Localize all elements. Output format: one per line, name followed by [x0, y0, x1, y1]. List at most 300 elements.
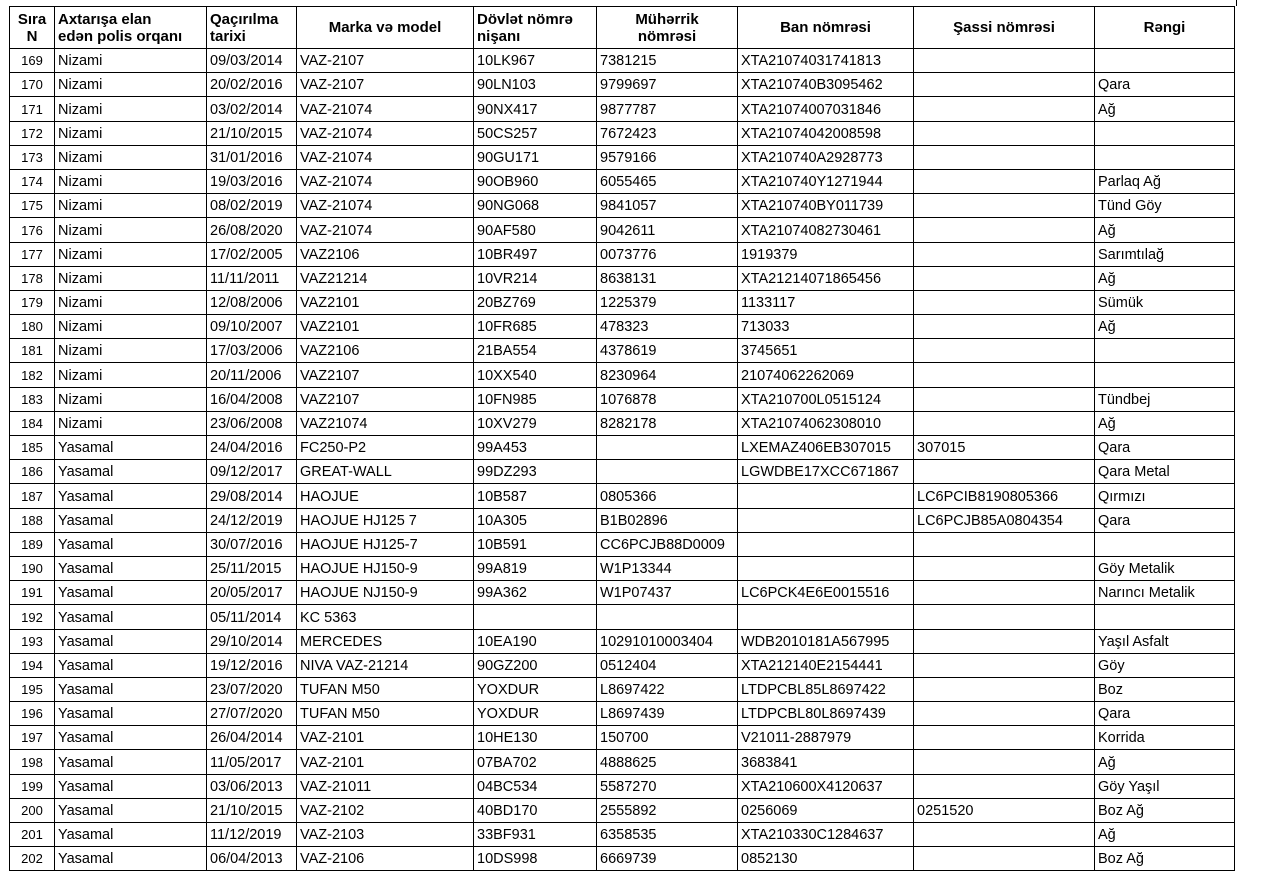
cell-color: Boz Ağ — [1095, 798, 1235, 822]
cell-chassis — [914, 387, 1095, 411]
cell-model: NIVA VAZ-21214 — [297, 653, 474, 677]
col-header-line: Qaçırılma — [210, 10, 279, 28]
cell-num: 187 — [10, 484, 55, 508]
cell-plate: 07BA702 — [474, 750, 597, 774]
cell-org: Yasamal — [55, 677, 207, 701]
cell-plate: 10DS998 — [474, 847, 597, 871]
cell-engine: 9799697 — [597, 73, 738, 97]
cell-engine: 1225379 — [597, 290, 738, 314]
cell-date: 26/04/2014 — [207, 726, 297, 750]
cell-body: XTA212140E2154441 — [738, 653, 914, 677]
table-row — [10, 218, 1235, 242]
cell-num: 174 — [10, 169, 55, 193]
cell-org: Yasamal — [55, 581, 207, 605]
table-row — [10, 97, 1235, 121]
table-row — [10, 436, 1235, 460]
cell-engine: 5587270 — [597, 774, 738, 798]
cell-num: 170 — [10, 73, 55, 97]
cell-model: VAZ-2102 — [297, 798, 474, 822]
cell-plate: 10VR214 — [474, 266, 597, 290]
cell-color: Sarımtılağ — [1095, 242, 1235, 266]
cell-chassis: 0251520 — [914, 798, 1095, 822]
cell-org: Yasamal — [55, 702, 207, 726]
cell-model: VAZ2107 — [297, 363, 474, 387]
cell-plate: 90NG068 — [474, 194, 597, 218]
cell-chassis — [914, 581, 1095, 605]
cell-engine — [597, 436, 738, 460]
cell-plate: YOXDUR — [474, 677, 597, 701]
cell-model: VAZ2107 — [297, 387, 474, 411]
cell-model: VAZ-2103 — [297, 823, 474, 847]
table-row — [10, 411, 1235, 435]
cell-color: Göy — [1095, 653, 1235, 677]
col-header-line: edən polis orqanı — [58, 27, 183, 45]
cell-chassis: 307015 — [914, 436, 1095, 460]
cell-num: 180 — [10, 315, 55, 339]
cell-org: Nizami — [55, 387, 207, 411]
header-row — [10, 7, 1235, 49]
cell-num: 201 — [10, 823, 55, 847]
cell-plate: 99DZ293 — [474, 460, 597, 484]
cell-body: XTA210740B3095462 — [738, 73, 914, 97]
cell-color: Ağ — [1095, 97, 1235, 121]
cell-model: FC250-P2 — [297, 436, 474, 460]
cell-engine: 9579166 — [597, 145, 738, 169]
table-row — [10, 363, 1235, 387]
col-header-line: nömrəsi — [637, 27, 697, 45]
cell-date: 03/06/2013 — [207, 774, 297, 798]
cell-chassis — [914, 218, 1095, 242]
cell-org: Yasamal — [55, 653, 207, 677]
cell-org: Nizami — [55, 73, 207, 97]
cell-body: LTDPCBL85L8697422 — [738, 677, 914, 701]
cell-body: 0256069 — [738, 798, 914, 822]
cell-num: 175 — [10, 194, 55, 218]
cell-org: Yasamal — [55, 798, 207, 822]
cell-plate: 90LN103 — [474, 73, 597, 97]
cell-org: Nizami — [55, 290, 207, 314]
cell-org: Yasamal — [55, 508, 207, 532]
cell-plate: 90GZ200 — [474, 653, 597, 677]
cell-chassis — [914, 532, 1095, 556]
cell-date: 19/03/2016 — [207, 169, 297, 193]
cell-org: Nizami — [55, 339, 207, 363]
col-header-engine — [597, 7, 738, 49]
cell-color: Yaşıl Asfalt — [1095, 629, 1235, 653]
cell-org: Nizami — [55, 194, 207, 218]
cell-color — [1095, 121, 1235, 145]
cell-engine: 9841057 — [597, 194, 738, 218]
cell-model: VAZ2101 — [297, 290, 474, 314]
cell-color: Qara — [1095, 73, 1235, 97]
cell-plate: 10A305 — [474, 508, 597, 532]
cell-color — [1095, 532, 1235, 556]
cell-engine: 0805366 — [597, 484, 738, 508]
cell-engine: 1076878 — [597, 387, 738, 411]
cell-color: Parlaq Ağ — [1095, 169, 1235, 193]
cell-date: 24/12/2019 — [207, 508, 297, 532]
cell-plate: 10B587 — [474, 484, 597, 508]
cell-color: Qara Metal — [1095, 460, 1235, 484]
cell-date: 08/02/2019 — [207, 194, 297, 218]
cell-body: LXEMAZ406EB307015 — [738, 436, 914, 460]
cell-model: VAZ-21074 — [297, 97, 474, 121]
cell-body: 21074062262069 — [738, 363, 914, 387]
cell-model: VAZ-2107 — [297, 49, 474, 73]
table-row — [10, 508, 1235, 532]
cell-org: Yasamal — [55, 823, 207, 847]
cell-model: VAZ2106 — [297, 339, 474, 363]
cell-num: 193 — [10, 629, 55, 653]
cell-body: XTA210740A2928773 — [738, 145, 914, 169]
cell-model: VAZ-2106 — [297, 847, 474, 871]
cell-plate: 40BD170 — [474, 798, 597, 822]
cell-org: Nizami — [55, 242, 207, 266]
cell-num: 183 — [10, 387, 55, 411]
col-header-line: Dövlət nömrə — [477, 10, 573, 28]
cell-plate: 99A453 — [474, 436, 597, 460]
cell-model: VAZ2106 — [297, 242, 474, 266]
cell-plate: YOXDUR — [474, 702, 597, 726]
table-row — [10, 315, 1235, 339]
table-row — [10, 629, 1235, 653]
col-header-line: Ban nömrəsi — [780, 19, 871, 36]
cell-org: Yasamal — [55, 774, 207, 798]
cell-chassis — [914, 460, 1095, 484]
cell-num: 196 — [10, 702, 55, 726]
cell-chassis — [914, 411, 1095, 435]
cell-color: Ağ — [1095, 218, 1235, 242]
cell-color: Korrida — [1095, 726, 1235, 750]
cell-plate: 10XV279 — [474, 411, 597, 435]
cell-engine: 9877787 — [597, 97, 738, 121]
cell-engine: L8697422 — [597, 677, 738, 701]
cell-chassis — [914, 653, 1095, 677]
cell-chassis: LC6PCJB85A0804354 — [914, 508, 1095, 532]
cell-body: LTDPCBL80L8697439 — [738, 702, 914, 726]
cell-org: Yasamal — [55, 460, 207, 484]
col-header-line: Rəngi — [1143, 19, 1186, 36]
cell-chassis — [914, 121, 1095, 145]
cell-body: XTA210330C1284637 — [738, 823, 914, 847]
table-row — [10, 242, 1235, 266]
cell-date: 20/11/2006 — [207, 363, 297, 387]
cell-date: 05/11/2014 — [207, 605, 297, 629]
cell-engine — [597, 460, 738, 484]
cell-body: XTA21074082730461 — [738, 218, 914, 242]
cell-plate: 20BZ769 — [474, 290, 597, 314]
cell-chassis — [914, 774, 1095, 798]
cell-model: VAZ-2101 — [297, 750, 474, 774]
cell-num: 188 — [10, 508, 55, 532]
cell-date: 20/02/2016 — [207, 73, 297, 97]
cell-num: 184 — [10, 411, 55, 435]
cell-engine: 10291010003404 — [597, 629, 738, 653]
cell-date: 27/07/2020 — [207, 702, 297, 726]
cell-model: TUFAN M50 — [297, 677, 474, 701]
cell-date: 11/12/2019 — [207, 823, 297, 847]
cell-org: Nizami — [55, 169, 207, 193]
cell-plate: 90AF580 — [474, 218, 597, 242]
table-row — [10, 121, 1235, 145]
table-row — [10, 49, 1235, 73]
col-header-line: Şassi nömrəsi — [953, 19, 1055, 36]
cell-model: VAZ-21011 — [297, 774, 474, 798]
cell-date: 20/05/2017 — [207, 581, 297, 605]
cell-color: Ağ — [1095, 823, 1235, 847]
cell-date: 25/11/2015 — [207, 556, 297, 580]
cell-date: 17/02/2005 — [207, 242, 297, 266]
cell-num: 181 — [10, 339, 55, 363]
cell-num: 199 — [10, 774, 55, 798]
cell-body: 713033 — [738, 315, 914, 339]
cell-engine: 0512404 — [597, 653, 738, 677]
cell-num: 198 — [10, 750, 55, 774]
cell-color: Qara — [1095, 436, 1235, 460]
cell-model: VAZ-21074 — [297, 218, 474, 242]
cell-color: Qara — [1095, 702, 1235, 726]
cell-color: Göy Metalik — [1095, 556, 1235, 580]
cell-engine: 7672423 — [597, 121, 738, 145]
table-row — [10, 726, 1235, 750]
cell-date: 17/03/2006 — [207, 339, 297, 363]
table-row — [10, 145, 1235, 169]
cell-body: XTA21214071865456 — [738, 266, 914, 290]
cell-model: KC 5363 — [297, 605, 474, 629]
table-row — [10, 194, 1235, 218]
cell-plate: 21BA554 — [474, 339, 597, 363]
cell-engine: 6669739 — [597, 847, 738, 871]
cell-engine: 8230964 — [597, 363, 738, 387]
cell-date: 16/04/2008 — [207, 387, 297, 411]
col-header-line: tarixi — [210, 27, 246, 45]
cell-date: 09/12/2017 — [207, 460, 297, 484]
cell-plate: 50CS257 — [474, 121, 597, 145]
cell-color: Boz Ağ — [1095, 847, 1235, 871]
cell-model: HAOJUE NJ150-9 — [297, 581, 474, 605]
cell-chassis — [914, 750, 1095, 774]
cell-date: 03/02/2014 — [207, 97, 297, 121]
cell-plate: 10FN985 — [474, 387, 597, 411]
table-row — [10, 387, 1235, 411]
cell-body: XTA210740BY011739 — [738, 194, 914, 218]
cell-color — [1095, 339, 1235, 363]
cell-chassis — [914, 726, 1095, 750]
cell-plate: 10XX540 — [474, 363, 597, 387]
cell-chassis — [914, 73, 1095, 97]
cell-engine: 4888625 — [597, 750, 738, 774]
col-header-model — [297, 7, 474, 49]
cell-date: 11/11/2011 — [207, 266, 297, 290]
cell-chassis — [914, 194, 1095, 218]
table-row — [10, 677, 1235, 701]
cell-org: Nizami — [55, 218, 207, 242]
cell-engine: 7381215 — [597, 49, 738, 73]
col-header-line: Mühərrik — [635, 10, 699, 28]
cell-body: XTA210740Y1271944 — [738, 169, 914, 193]
col-header-date — [207, 7, 297, 49]
cell-color: Ağ — [1095, 750, 1235, 774]
col-header-plate — [474, 7, 597, 49]
cell-engine: 4378619 — [597, 339, 738, 363]
cell-body — [738, 508, 914, 532]
cell-num: 197 — [10, 726, 55, 750]
col-header-body — [738, 7, 914, 49]
cell-date: 23/07/2020 — [207, 677, 297, 701]
table-row — [10, 73, 1235, 97]
cell-num: 177 — [10, 242, 55, 266]
cell-engine — [597, 605, 738, 629]
cell-engine: 6358535 — [597, 823, 738, 847]
cell-org: Nizami — [55, 145, 207, 169]
cell-chassis — [914, 556, 1095, 580]
cell-engine: 9042611 — [597, 218, 738, 242]
table-row — [10, 339, 1235, 363]
cell-date: 29/10/2014 — [207, 629, 297, 653]
cell-engine: 2555892 — [597, 798, 738, 822]
cell-chassis — [914, 290, 1095, 314]
cell-chassis — [914, 702, 1095, 726]
cell-plate: 90GU171 — [474, 145, 597, 169]
cell-num: 182 — [10, 363, 55, 387]
cell-date: 09/10/2007 — [207, 315, 297, 339]
cell-date: 06/04/2013 — [207, 847, 297, 871]
cell-model: GREAT-WALL — [297, 460, 474, 484]
cell-model: VAZ-21074 — [297, 169, 474, 193]
col-header-line: nişanı — [477, 27, 521, 45]
cell-chassis — [914, 363, 1095, 387]
cell-color: Tündbej — [1095, 387, 1235, 411]
cell-engine: 150700 — [597, 726, 738, 750]
cell-color: Tünd Göy — [1095, 194, 1235, 218]
cell-model: HAOJUE HJ125 7 — [297, 508, 474, 532]
col-header-num — [10, 7, 55, 49]
cell-color — [1095, 363, 1235, 387]
cell-num: 176 — [10, 218, 55, 242]
cell-date: 26/08/2020 — [207, 218, 297, 242]
table-row — [10, 266, 1235, 290]
cell-model: VAZ-2107 — [297, 73, 474, 97]
cell-chassis — [914, 605, 1095, 629]
cell-model: VAZ-21074 — [297, 145, 474, 169]
stolen-vehicles-table — [9, 6, 1235, 871]
cell-chassis — [914, 266, 1095, 290]
cell-org: Nizami — [55, 411, 207, 435]
cell-color: Qara — [1095, 508, 1235, 532]
cell-num: 190 — [10, 556, 55, 580]
cell-body: XTA210700L0515124 — [738, 387, 914, 411]
cell-body: LC6PCK4E6E0015516 — [738, 581, 914, 605]
cell-date: 09/03/2014 — [207, 49, 297, 73]
cell-color — [1095, 49, 1235, 73]
cell-body: 3745651 — [738, 339, 914, 363]
cell-date: 12/08/2006 — [207, 290, 297, 314]
cell-plate: 99A819 — [474, 556, 597, 580]
cell-plate: 04BC534 — [474, 774, 597, 798]
cell-body: 1133117 — [738, 290, 914, 314]
cell-num: 185 — [10, 436, 55, 460]
cell-body: LGWDBE17XCC671867 — [738, 460, 914, 484]
cell-date: 29/08/2014 — [207, 484, 297, 508]
cell-body: XTA21074031741813 — [738, 49, 914, 73]
table-row — [10, 702, 1235, 726]
cell-body: XTA210600X4120637 — [738, 774, 914, 798]
cell-model: VAZ21074 — [297, 411, 474, 435]
table-row — [10, 290, 1235, 314]
col-header-org — [55, 7, 207, 49]
cell-body: WDB2010181A567995 — [738, 629, 914, 653]
cell-num: 179 — [10, 290, 55, 314]
cell-body — [738, 556, 914, 580]
cell-model: MERCEDES — [297, 629, 474, 653]
cell-engine: 478323 — [597, 315, 738, 339]
table-row — [10, 581, 1235, 605]
col-header-line: Axtarışa elan — [58, 10, 152, 28]
cell-chassis — [914, 315, 1095, 339]
cell-color: Qırmızı — [1095, 484, 1235, 508]
cell-plate: 90OB960 — [474, 169, 597, 193]
cell-chassis — [914, 823, 1095, 847]
table-row — [10, 460, 1235, 484]
cell-org: Nizami — [55, 97, 207, 121]
cell-num: 186 — [10, 460, 55, 484]
cell-date: 23/06/2008 — [207, 411, 297, 435]
cell-org: Yasamal — [55, 556, 207, 580]
cell-plate: 10BR497 — [474, 242, 597, 266]
cell-body: 3683841 — [738, 750, 914, 774]
cell-chassis — [914, 847, 1095, 871]
cell-body — [738, 484, 914, 508]
cell-plate: 10HE130 — [474, 726, 597, 750]
cell-org: Yasamal — [55, 436, 207, 460]
col-header-line: Sıra — [17, 10, 47, 28]
cell-chassis — [914, 242, 1095, 266]
cell-color: Göy Yaşıl — [1095, 774, 1235, 798]
cell-engine: W1P13344 — [597, 556, 738, 580]
cell-chassis — [914, 97, 1095, 121]
cell-engine: 6055465 — [597, 169, 738, 193]
cell-org: Yasamal — [55, 605, 207, 629]
cell-plate — [474, 605, 597, 629]
cell-body — [738, 605, 914, 629]
table-row — [10, 169, 1235, 193]
col-header-color — [1095, 7, 1235, 49]
cell-org: Yasamal — [55, 847, 207, 871]
cell-model: VAZ-2101 — [297, 726, 474, 750]
cell-num: 191 — [10, 581, 55, 605]
cell-num: 192 — [10, 605, 55, 629]
cell-plate: 10EA190 — [474, 629, 597, 653]
cell-body: 1919379 — [738, 242, 914, 266]
cell-org: Yasamal — [55, 532, 207, 556]
cell-org: Nizami — [55, 49, 207, 73]
table-row — [10, 798, 1235, 822]
cell-body: V21011-2887979 — [738, 726, 914, 750]
cell-engine: 8282178 — [597, 411, 738, 435]
cell-date: 21/10/2015 — [207, 121, 297, 145]
table-row — [10, 484, 1235, 508]
cell-model: VAZ-21074 — [297, 194, 474, 218]
cell-org: Nizami — [55, 266, 207, 290]
cell-model: HAOJUE HJ150-9 — [297, 556, 474, 580]
cell-color: Ağ — [1095, 266, 1235, 290]
cell-date: 11/05/2017 — [207, 750, 297, 774]
cell-org: Yasamal — [55, 750, 207, 774]
table-row — [10, 774, 1235, 798]
cell-body: XTA21074007031846 — [738, 97, 914, 121]
cell-num: 171 — [10, 97, 55, 121]
cell-color — [1095, 605, 1235, 629]
